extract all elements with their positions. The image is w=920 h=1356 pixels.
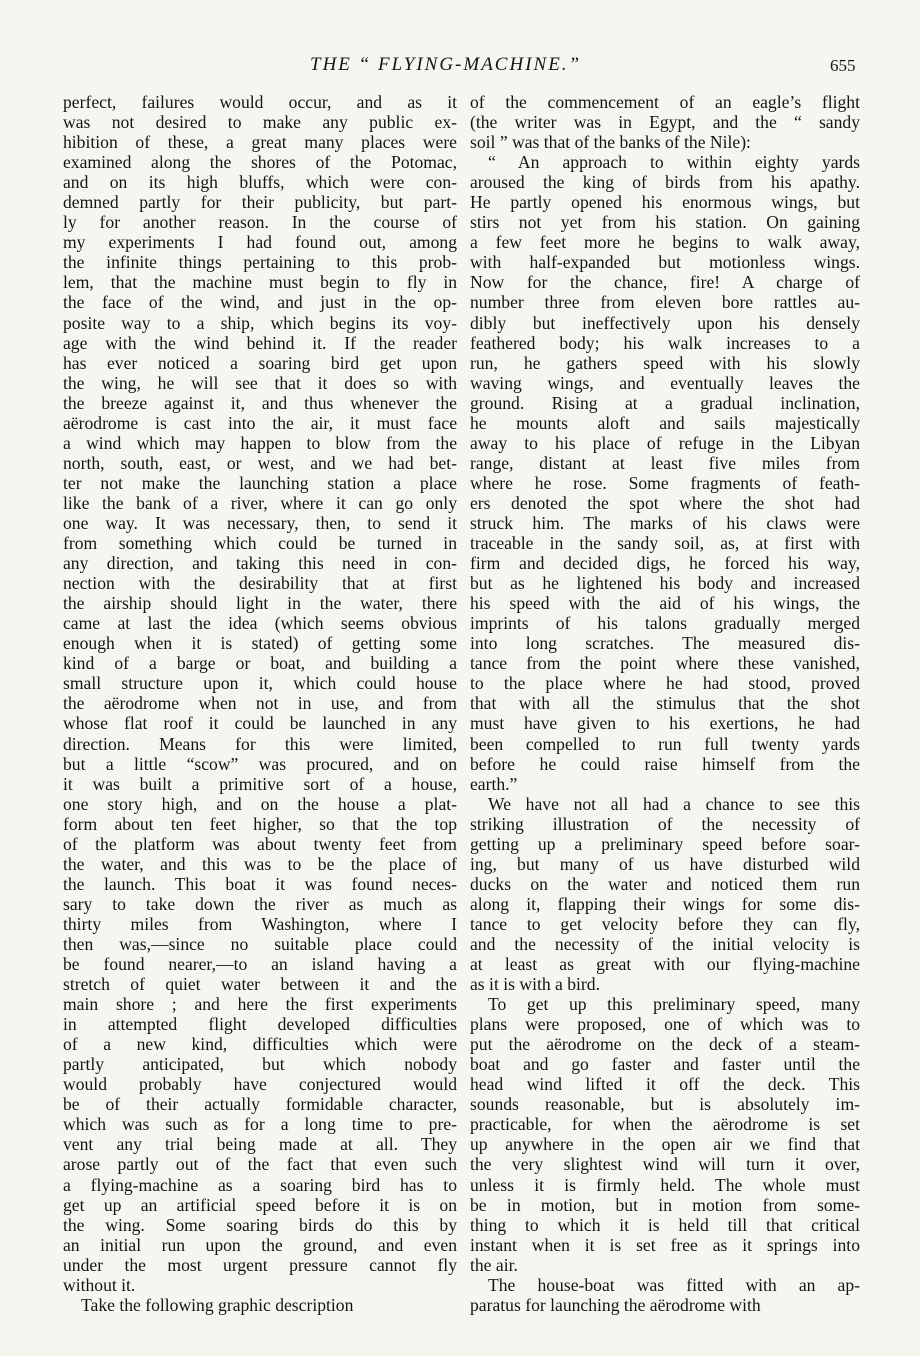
text-line: boat and go faster and faster until the [470,1054,860,1075]
text-line: firm and decided digs, he forced his way, [470,553,860,574]
page-number: 655 [830,56,856,75]
text-line: imprints of his talons gradually merged [470,613,860,634]
text-line: waving wings, and eventually leaves the [470,372,860,393]
text-line: getting up a preliminary speed before soar- [470,833,860,854]
text-line: must have given to his exertions, he had [470,713,860,734]
text-line: the launch. This boat it was found neces- [63,873,457,894]
text-line: partly anticipated, but which nobody [63,1054,457,1075]
text-line: posite way to a ship, which begins its voy- [63,312,457,333]
text-line: with half-expanded but motionless wings. [470,252,860,273]
text-line: ground. Rising at a gradual inclination, [470,392,860,413]
text-line: ducks on the water and noticed them run [470,873,860,894]
text-line: was not desired to make any public ex- [63,112,457,133]
text-line: aroused the king of birds from his apathy. [470,172,860,193]
text-line: feathered body; his walk increases to a [470,332,860,353]
text-line: arose partly out of the fact that even such [63,1154,457,1175]
text-line: whose flat roof it could be launched in any [63,713,457,734]
text-line: stretch of quiet water between it and the [63,974,457,995]
text-line: earth.” [470,773,518,794]
text-line: has ever noticed a soaring bird get upon [63,352,457,373]
text-line: head wind lifted it off the deck. This [470,1074,860,1095]
text-line: an initial run upon the ground, and even [63,1234,457,1255]
text-line: ers denoted the spot where the shot had [470,492,860,513]
text-line: the aërodrome when not in use, and from [63,693,457,714]
text-line: stirs not yet from his station. On gaining [470,212,860,233]
left-column [63,92,457,1315]
text-line: “ An approach to within eighty yards [488,152,860,173]
text-line: along it, flapping their wings for some dis- [470,893,860,914]
text-line: my experiments I had found out, among [63,232,457,253]
text-line: tance to get velocity before they can fly, [470,913,860,934]
text-line: main shore ; and here the first experiments [63,994,457,1015]
text-line: range, distant at least five miles from [470,452,860,473]
text-line: small structure upon it, which could house [63,673,457,694]
text-line: paratus for launching the aërodrome with [470,1294,761,1315]
text-line: practicable, for when the aërodrome is set [470,1114,860,1135]
text-line: run, he gathers speed with his slowly [470,352,860,373]
text-line: enough when it is stated) of getting some [63,633,457,654]
text-line: the face of the wind, and just in the op- [63,292,457,313]
text-line: plans were proposed, one of which was to [470,1014,860,1035]
text-line: any direction, and taking this need in con- [63,553,457,574]
text-line: the wing. Some soaring birds do this by [63,1214,457,1235]
text-line: the wing, he will see that it does so with [63,372,457,393]
text-line: from something which could be turned in [63,533,457,554]
text-line: that with all the stimulus that the shot [470,693,860,714]
text-line: (the writer was in Egypt, and the “ sandy [470,112,860,133]
text-line: We have not all had a chance to see this [488,793,860,814]
text-line: a few feet more he begins to walk away, [470,232,860,253]
text-line: sary to take down the river as much as [63,893,457,914]
text-line: be in motion, but in motion from some- [470,1194,860,1215]
text-line: the very slightest wind will turn it over, [470,1154,860,1175]
text-line: his speed with the aid of his wings, the [470,593,860,614]
text-line: under the most urgent pressure cannot fly [63,1254,457,1275]
text-line: up anywhere in the open air we find that [470,1134,860,1155]
text-line: dibly but ineffectively upon his densely [470,312,860,333]
text-line: away to his place of refuge in the Libyan [470,432,860,453]
text-line: The house-boat was fitted with an ap- [488,1274,860,1295]
text-line: before he could raise himself from the [470,753,860,774]
text-line: of the commencement of an eagle’s flight [470,92,860,112]
text-line: where he rose. Some fragments of feath- [470,472,860,493]
text-line: which was such as for a long time to pre- [63,1114,457,1135]
text-line: like the bank of a river, where it can go only [63,492,457,513]
text-line: lem, that the machine must begin to fly in [63,272,457,293]
text-line: came at last the idea (which seems obvious [63,613,457,634]
text-line: direction. Means for this were limited, [63,733,457,754]
text-line: sounds reasonable, but is absolutely im- [470,1094,860,1115]
text-line: of a new kind, difficulties which were [63,1034,457,1055]
text-line: and the necessity of the initial velocity is [470,933,860,954]
text-line: soil ” was that of the banks of the Nile): [470,132,751,153]
text-line: number three from eleven bore rattles au- [470,292,860,313]
text-line: one way. It was necessary, then, to send it [63,512,457,533]
text-line: striking illustration of the necessity of [470,813,860,834]
running-head [0,54,920,84]
text-line: form about ten feet higher, so that the top [63,813,457,834]
text-line: the airship should light in the water, there [63,593,457,614]
text-line: To get up this preliminary speed, many [488,994,860,1015]
text-line: the air. [470,1254,518,1275]
running-title: THE “ FLYING-MACHINE.” [310,54,582,75]
text-line: ly for another reason. In the course of [63,212,457,233]
text-line: in attempted flight developed difficulties [63,1014,457,1035]
text-line: been compelled to run full twenty yards [470,733,860,754]
text-line: of the platform was about twenty feet from [63,833,457,854]
text-line: kind of a barge or boat, and building a [63,653,457,674]
text-line: tance from the point where these vanished, [470,653,860,674]
text-line: one story high, and on the house a plat- [63,793,457,814]
text-line: thing to which it is held till that critical [470,1214,860,1235]
text-line: examined along the shores of the Potomac, [63,152,457,173]
text-line: as it is with a bird. [470,974,600,995]
text-line: would probably have conjectured would [63,1074,457,1095]
text-line: into long scratches. The measured dis- [470,633,860,654]
text-line: vent any trial being made at all. They [63,1134,457,1155]
text-line: unless it is firmly held. The whole must [470,1174,860,1195]
text-line: the water, and this was to be the place of [63,853,457,874]
text-line: get up an artificial speed before it is on [63,1194,457,1215]
text-line: ing, but many of us have disturbed wild [470,853,860,874]
text-line: north, south, east, or west, and we had bet- [63,452,457,473]
text-line: struck him. The marks of his claws were [470,512,860,533]
text-line: at least as great with our flying-machine [470,954,860,975]
text-line: the breeze against it, and thus whenever the [63,392,457,413]
text-line: a flying-machine as a soaring bird has to [63,1174,457,1195]
text-line: then was,—since no suitable place could [63,933,457,954]
text-line: be found nearer,—to an island having a [63,954,457,975]
text-line: hibition of these, a great many places were [63,132,457,153]
text-line: age with the wind behind it. If the reader [63,332,457,353]
text-line: to the place where he had stood, proved [470,673,860,694]
text-line: but a little “scow” was procured, and on [63,753,457,774]
text-line: without it. [63,1274,136,1295]
text-line: a wind which may happen to blow from the [63,432,457,453]
text-line: he mounts aloft and sails majestically [470,412,860,433]
text-line: Take the following graphic description [81,1294,354,1315]
text-line: be of their actually formidable character, [63,1094,457,1115]
text-line: Now for the chance, fire! A charge of [470,272,860,293]
text-line: put the aërodrome on the deck of a steam- [470,1034,860,1055]
text-line: and on its high bluffs, which were con- [63,172,457,193]
text-line: ter not make the launching station a place [63,472,457,493]
text-line: it was built a primitive sort of a house, [63,773,457,794]
text-line: but as he lightened his body and increased [470,573,860,594]
right-column [470,92,860,1315]
text-line: perfect, failures would occur, and as it [63,92,457,112]
text-line: the infinite things pertaining to this prob- [63,252,457,273]
text-line: thirty miles from Washington, where I [63,913,457,934]
text-line: instant when it is set free as it springs into [470,1234,860,1255]
text-line: demned partly for their publicity, but part- [63,192,457,213]
text-line: traceable in the sandy soil, as, at first with [470,533,860,554]
text-line: aërodrome is cast into the air, it must face [63,412,457,433]
text-line: nection with the desirability that at first [63,573,457,594]
text-line: He partly opened his enormous wings, but [470,192,860,213]
